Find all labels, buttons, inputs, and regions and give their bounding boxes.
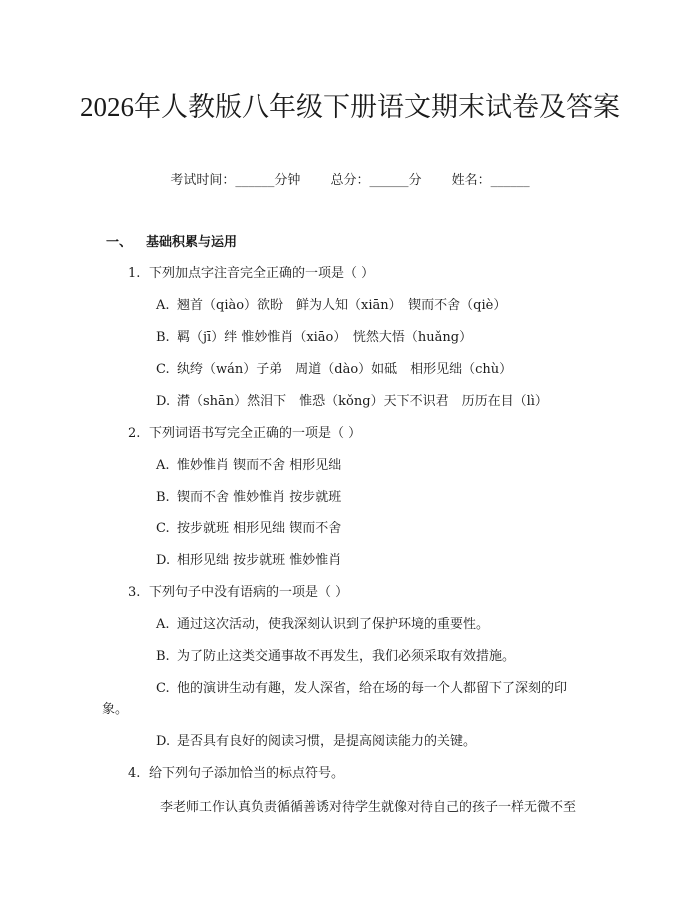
student-name-field: 姓名：______ — [451, 173, 530, 188]
q3-option-c-continued: 象。 — [102, 702, 129, 717]
page-title: 2026年人教版八年级下册语文期末试卷及答案 — [80, 92, 620, 122]
question-number: 4. — [128, 766, 141, 781]
option-label: D. — [156, 394, 171, 409]
option-label: D. — [156, 553, 171, 568]
section-title: 基础积累与运用 — [146, 235, 238, 250]
option-text: 是否具有良好的阅读习惯，是提高阅读能力的关键。 — [177, 734, 477, 749]
q3-option-c — [156, 677, 567, 696]
question-number: 2. — [128, 426, 141, 441]
exam-info-line — [0, 169, 700, 188]
question-2 — [128, 422, 361, 441]
option-text: 翘首（qiào）欲盼 鲜为人知（xiān） 锲而不舍（qiè） — [177, 298, 507, 313]
option-text: 锲而不舍 惟妙惟肖 按步就班 — [177, 490, 342, 505]
question-number: 1. — [128, 266, 141, 281]
question-text: 给下列句子添加恰当的标点符号。 — [149, 766, 345, 781]
question-number: 3. — [128, 585, 141, 600]
total-score-field: 总分：______分 — [330, 173, 422, 188]
q1-option-c — [156, 358, 512, 377]
option-text: 羁（jī）绊 惟妙惟肖（xiāo） 恍然大悟（huǎng） — [177, 330, 473, 345]
option-label: D. — [156, 734, 171, 749]
q3-option-d — [156, 730, 476, 749]
section-number: 一、 — [106, 235, 133, 250]
question-text: 下列加点字注音完全正确的一项是（ ） — [149, 266, 375, 281]
option-text: 纨绔（wán）子弟 周道（dào）如砥 相形见绌（chù） — [177, 362, 513, 377]
option-text: 通过这次活动，使我深刻认识到了保护环境的重要性。 — [177, 617, 490, 632]
q1-option-b — [156, 326, 472, 345]
option-label: A. — [156, 617, 170, 632]
q3-option-a — [156, 613, 489, 632]
question-1 — [128, 262, 374, 281]
q2-option-b — [156, 486, 341, 505]
option-label: A. — [156, 298, 170, 313]
option-text: 为了防止这类交通事故不再发生，我们必须采取有效措施。 — [177, 649, 516, 664]
q1-option-d — [156, 390, 548, 409]
q4-passage: 李老师工作认真负责循循善诱对待学生就像对待自己的孩子一样无微不至 — [160, 800, 577, 815]
exam-time-field: 考试时间：______分钟 — [170, 173, 301, 188]
option-label: A. — [156, 458, 170, 473]
question-4 — [128, 762, 344, 781]
option-text: 按步就班 相形见绌 锲而不舍 — [177, 521, 342, 536]
option-label: C. — [156, 681, 170, 696]
q2-option-d — [156, 549, 341, 568]
option-text: 相形见绌 按步就班 惟妙惟肖 — [177, 553, 342, 568]
section-heading — [106, 231, 237, 250]
option-text: 潸（shān）然泪下 惟恐（kǒng）天下不识君 历历在目（lì） — [177, 394, 548, 409]
option-text: 他的演讲生动有趣，发人深省，给在场的每一个人都留下了深刻的印 — [177, 681, 568, 696]
q1-option-a — [156, 294, 506, 313]
question-text: 下列词语书写完全正确的一项是（ ） — [149, 426, 362, 441]
option-label: B. — [156, 490, 170, 505]
option-label: C. — [156, 362, 170, 377]
option-text: 惟妙惟肖 锲而不舍 相形见绌 — [177, 458, 342, 473]
option-label: B. — [156, 330, 170, 345]
option-label: C. — [156, 521, 170, 536]
option-label: B. — [156, 649, 170, 664]
q3-option-b — [156, 645, 515, 664]
question-text: 下列句子中没有语病的一项是（ ） — [149, 585, 349, 600]
question-3 — [128, 581, 348, 600]
q2-option-c — [156, 517, 341, 536]
q2-option-a — [156, 454, 341, 473]
